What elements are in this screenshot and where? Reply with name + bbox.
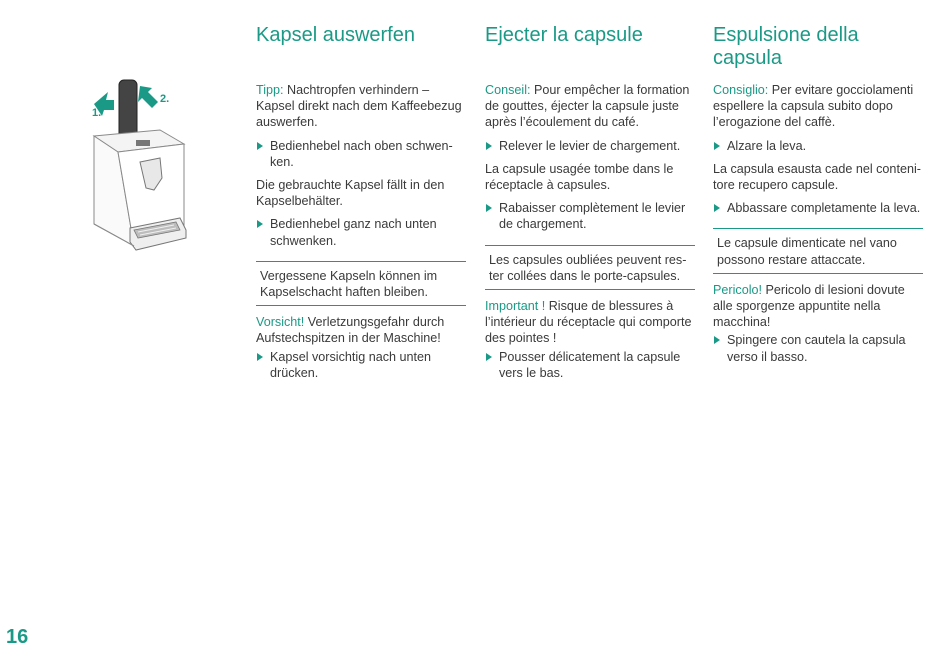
step-text: Alzare la leva. xyxy=(727,138,807,153)
tip-text: Pour empêcher la formation de gouttes, éjecter la capsule juste après l’écoulement du café. xyxy=(485,83,690,130)
warning-text: Verletzungsgefahr durch Aufstechspitzen in der Maschine! xyxy=(256,315,445,346)
step-text: Abbassare completamente la leva. xyxy=(727,201,921,216)
step-text: Pousser délicatement la capsule vers le bas. xyxy=(499,349,681,380)
column-german xyxy=(256,24,466,381)
instruction-step xyxy=(713,138,923,154)
tip-label: Consiglio: xyxy=(713,83,769,97)
instruction-step xyxy=(713,332,923,364)
instruction-step xyxy=(485,200,695,232)
tip-label: Tipp: xyxy=(256,83,284,97)
instruction-step xyxy=(485,349,695,381)
step-2-label: 2. xyxy=(160,93,170,105)
machine-illustration xyxy=(88,78,200,278)
coffee-machine-drawing xyxy=(88,78,200,278)
info-paragraph: La capsula esausta cade nel conteni-tore recupero capsule. xyxy=(713,161,921,193)
instruction-step xyxy=(256,138,466,170)
step-text: Bedienhebel ganz nach unten schwenken. xyxy=(270,217,437,248)
tip-text: Per evitare gocciolamenti espellere la capsula subito dopo l’erogazione del caffè. xyxy=(713,83,914,130)
bullet-arrow-icon xyxy=(257,220,263,228)
tip-paragraph xyxy=(485,82,695,131)
warning-text: Risque de blessures à l’intérieur du réceptacle qui comporte des pointes ! xyxy=(485,299,692,346)
bullet-arrow-icon xyxy=(486,353,492,361)
instruction-step xyxy=(713,200,923,216)
bullet-arrow-icon xyxy=(257,142,263,150)
bullet-arrow-icon xyxy=(714,336,720,344)
bullet-arrow-icon xyxy=(714,142,720,150)
column-french xyxy=(485,24,695,381)
tip-paragraph xyxy=(713,82,923,131)
page-number: 16 xyxy=(6,626,29,648)
warning-label: Pericolo! xyxy=(713,282,762,297)
note-box: Le capsule dimenticate nel vano possono restare attaccate. xyxy=(713,228,923,273)
bullet-arrow-icon xyxy=(257,353,263,361)
column-italian xyxy=(713,24,923,365)
note-box: Les capsules oubliées peuvent res-ter collées dans le porte-capsules. xyxy=(485,245,695,290)
warning-label: Important ! xyxy=(485,299,546,314)
warning-text: Pericolo di lesioni dovute alle sporgenze appuntite nella macchina! xyxy=(713,282,905,330)
warning-label: Vorsicht! xyxy=(256,315,305,330)
step-text: Rabaisser complètement le levier de chargement. xyxy=(499,201,686,232)
tip-label: Conseil: xyxy=(485,83,531,97)
bullet-arrow-icon xyxy=(486,204,492,212)
instruction-step xyxy=(256,216,466,248)
instruction-step xyxy=(485,138,695,154)
bullet-arrow-icon xyxy=(486,142,492,150)
warning-paragraph xyxy=(713,282,923,331)
note-box: Vergessene Kapseln können im Kapselschacht haften bleiben. xyxy=(256,261,466,306)
column-title: Kapsel auswerfen xyxy=(256,24,415,46)
arrow-down-icon xyxy=(138,86,158,108)
step-text: Bedienhebel nach oben schwen-ken. xyxy=(270,138,453,169)
instruction-step xyxy=(256,349,466,381)
info-paragraph: La capsule usagée tombe dans le réceptacle à capsules. xyxy=(485,161,674,193)
step-text: Spingere con cautela la capsula verso il basso. xyxy=(727,333,906,364)
step-text: Kapsel vorsichtig nach unten drücken. xyxy=(270,349,432,380)
info-paragraph: Die gebrauchte Kapsel fällt in den Kapselbehälter. xyxy=(256,178,445,209)
bullet-arrow-icon xyxy=(714,204,720,212)
column-title: Espulsione della capsula xyxy=(713,24,859,69)
warning-paragraph xyxy=(256,314,466,346)
column-title: Ejecter la capsule xyxy=(485,24,643,46)
tip-text: Nachtropfen verhindern – Kapsel direkt nach dem Kaffeebezug auswerfen. xyxy=(256,83,462,130)
step-text: Relever le levier de chargement. xyxy=(499,138,681,153)
tip-paragraph xyxy=(256,82,466,131)
step-1-label: 1. xyxy=(92,107,102,119)
warning-paragraph xyxy=(485,298,695,347)
